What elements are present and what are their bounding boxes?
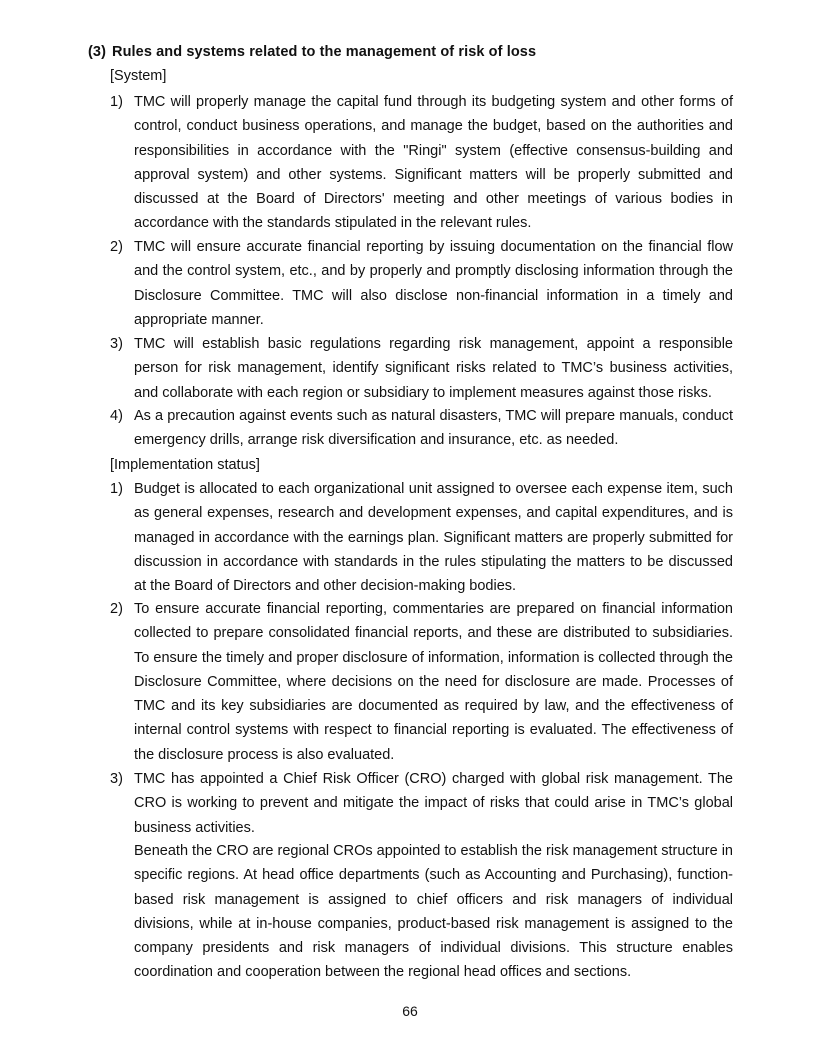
section-heading xyxy=(88,44,536,60)
system-label: [System] xyxy=(110,68,167,84)
system-item-1-text: TMC will properly manage the capital fund through its budgeting system and other forms of control, conduct business operations, and manage the budget, based on the authorities and responsibilities in accordance with the "Ringi" system (effective consensus-building and approval system) and other systems. Significant matters will be properly submitted and discussed at the Board of Directors' meeting and other meetings of various bodies in accordance with the standards stipulated in the relevant rules. xyxy=(134,94,733,232)
section-number: (3) xyxy=(88,44,107,60)
implementation-item-1: 1) Budget is allocated to each organizational unit assigned to oversee each expense item, such as general expenses, research and development expenses, and capital expenditures, and is managed in accordance with the earnings plan. Significant matters are properly submitted for discussion in accordance with standards in the rules stipulating the matters to be discussed at the Board of Directors and other decision-making bodies. xyxy=(110,477,733,598)
implementation-label: [Implementation status] xyxy=(110,457,260,473)
implementation-item-3-text: TMC has appointed a Chief Risk Officer (CRO) charged with global risk management. The CRO is working to prevent and mitigate the impact of risks that could arise in TMC’s global business activities. xyxy=(134,771,733,836)
implementation-item-3-paragraph-2: Beneath the CRO are regional CROs appointed to establish the risk management structure in specific regions. At head office departments (such as Accounting and Purchasing), function-based risk management is assigned to chief officers and risk managers of individual divisions, while at in-house companies, product-based risk management is assigned to the company presidents and risk managers of individual divisions. This structure enables coordination and cooperation between the regional head offices and sections. xyxy=(134,843,733,981)
system-item-2: 2) TMC will ensure accurate financial reporting by issuing documentation on the financial flow and the control system, etc., and by properly and promptly disclosing information through the Disclosure Committee. TMC will also disclose non-financial information in a timely and appropriate manner. xyxy=(110,235,733,332)
system-item-1: 1) TMC will properly manage the capital fund through its budgeting system and other forms of control, conduct business operations, and manage the budget, based on the authorities and responsibilities in accordance with the "Ringi" system (effective consensus-building and approval system) and other systems. Significant matters will be properly submitted and discussed at the Board of Directors' meeting and other meetings of various bodies in accordance with the standards stipulated in the relevant rules. xyxy=(110,90,733,236)
system-item-4: 4) As a precaution against events such as natural disasters, TMC will prepare manuals, conduct emergency drills, arrange risk diversification and insurance, etc. as needed. xyxy=(110,404,733,453)
system-item-3-text: TMC will establish basic regulations regarding risk management, appoint a responsible person for risk management, identify significant risks related to TMC’s business activities, and collaborate with each region or subsidiary to implement measures against those risks. xyxy=(134,336,733,401)
system-item-2-text: TMC will ensure accurate financial reporting by issuing documentation on the financial flow and the control system, etc., and by properly and promptly disclosing information through the Disclosure Committee. TMC will also disclose non-financial information in a timely and appropriate manner. xyxy=(134,239,733,328)
implementation-item-3: 3) TMC has appointed a Chief Risk Officer (CRO) charged with global risk management. The CRO is working to prevent and mitigate the impact of risks that could arise in TMC’s global business activities. xyxy=(110,767,733,840)
system-item-3: 3) TMC will establish basic regulations regarding risk management, appoint a responsible person for risk management, identify significant risks related to TMC’s business activities, and collaborate with each region or subsidiary to implement measures against those risks. xyxy=(110,332,733,405)
section-title: Rules and systems related to the management of risk of loss xyxy=(112,44,537,60)
implementation-item-1-text: Budget is allocated to each organizational unit assigned to oversee each expense item, such as general expenses, research and development expenses, and capital expenditures, and is managed in accordance with the earnings plan. Significant matters are properly submitted for discussion in accordance with standards in the rules stipulating the matters to be discussed at the Board of Directors and other decision-making bodies. xyxy=(134,481,733,595)
system-item-4-text: As a precaution against events such as natural disasters, TMC will prepare manuals, conduct emergency drills, arrange risk diversification and insurance, etc. as needed. xyxy=(134,408,733,449)
implementation-item-2: 2) To ensure accurate financial reporting, commentaries are prepared on financial information collected to prepare consolidated financial reports, and these are distributed to subsidiaries. To ensure the timely and proper disclosure of information, information is collected through the Disclosure Committee, where decisions on the need for disclosure are made. Processes of TMC and its key subsidiaries are documented as required by law, and the effectiveness of internal control systems with respect to financial reporting is evaluated. The effectiveness of the disclosure process is also evaluated. xyxy=(110,597,733,767)
page-number: 66 xyxy=(402,1003,418,1019)
implementation-item-2-text: To ensure accurate financial reporting, commentaries are prepared on financial information collected to prepare consolidated financial reports, and these are distributed to subsidiaries. To ensure the timely and proper disclosure of information, information is collected through the Disclosure Committee, where decisions on the need for disclosure are made. Processes of TMC and its key subsidiaries are documented as required by law, and the effectiveness of internal control systems with respect to financial reporting is evaluated. The effectiveness of the disclosure process is also evaluated. xyxy=(134,601,733,763)
